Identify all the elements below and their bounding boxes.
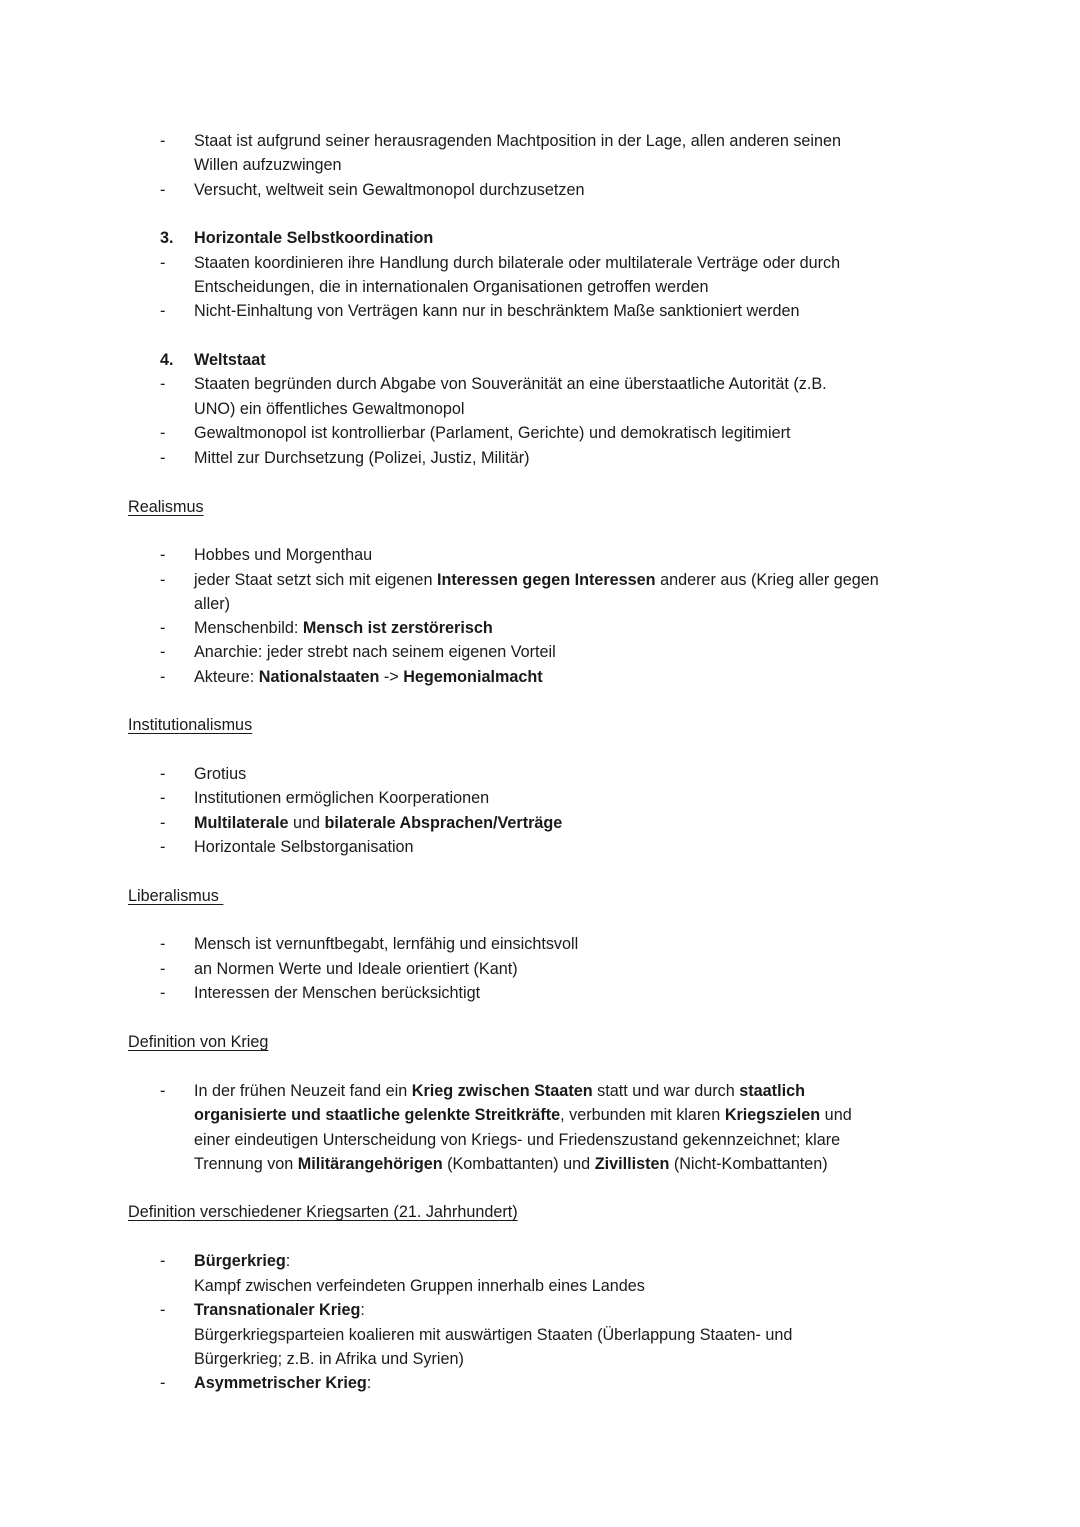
text: einer eindeutigen Unterscheidung von Kriegs- und Friedenszustand gekennzeichnet; klare xyxy=(194,1131,841,1149)
text: Institutionen ermöglichen Koorperationen xyxy=(194,789,490,807)
line-text xyxy=(194,1276,645,1296)
text: Grotius xyxy=(194,765,247,783)
bold-text: Nationalstaaten xyxy=(258,668,380,686)
line-text xyxy=(194,1373,371,1393)
line-text xyxy=(194,934,578,954)
text: Bürgerkriegsparteien koalieren mit auswärtigen Staaten (Überlappung Staaten- und xyxy=(194,1326,793,1344)
bold-text: Militärangehörigen xyxy=(297,1155,443,1173)
bold-text: organisierte und staatliche gelenkte Streitkräfte xyxy=(194,1106,561,1124)
line-text xyxy=(194,667,543,687)
text: Trennung von xyxy=(194,1155,298,1173)
line-text xyxy=(194,131,841,151)
text: UNO) ein öffentliches Gewaltmonopol xyxy=(194,400,465,418)
line-text xyxy=(194,813,562,833)
text: , verbunden mit klaren xyxy=(560,1106,725,1124)
text: Institutionalismus xyxy=(128,716,253,734)
bullet-dash: - xyxy=(160,1082,166,1100)
text: : xyxy=(285,1252,291,1270)
text: Versucht, weltweit sein Gewaltmonopol durchzusetzen xyxy=(194,181,585,199)
line-text xyxy=(194,374,827,394)
text: jeder Staat setzt sich mit eigenen xyxy=(194,571,437,589)
text: Staaten koordinieren ihre Handlung durch bilaterale oder multilaterale Verträge oder durch xyxy=(194,254,841,272)
text: (Nicht-Kombattanten) xyxy=(669,1155,828,1173)
bullet-dash: - xyxy=(160,619,166,637)
text: Menschenbild: xyxy=(194,619,303,637)
line-text xyxy=(194,618,493,638)
line-text xyxy=(194,448,530,468)
line-text xyxy=(194,788,489,808)
text: Horizontale Selbstorganisation xyxy=(194,838,414,856)
bullet-dash: - xyxy=(160,424,166,442)
line-text xyxy=(128,1202,518,1222)
bold-text: staatlich xyxy=(739,1082,805,1100)
text: Nicht-Einhaltung von Verträgen kann nur in beschränktem Maße sanktioniert werden xyxy=(194,302,800,320)
text: Mittel zur Durchsetzung (Polizei, Justiz, Militär) xyxy=(194,449,530,467)
bold-text: Mensch ist zerstörerisch xyxy=(302,619,493,637)
bullet-dash: - xyxy=(160,643,166,661)
bold-text: Multilaterale xyxy=(194,814,289,832)
bullet-dash: - xyxy=(160,814,166,832)
text: Staat ist aufgrund seiner herausragenden Machtposition in der Lage, allen anderen seinen xyxy=(194,132,842,150)
text: -> xyxy=(379,668,404,686)
bullet-dash: - xyxy=(160,789,166,807)
line-text xyxy=(194,1105,852,1125)
line-text xyxy=(194,1154,828,1174)
text: : xyxy=(360,1301,365,1319)
line-text xyxy=(194,423,790,443)
line-text xyxy=(128,715,252,735)
text: Liberalismus xyxy=(128,887,224,905)
line-text xyxy=(128,1032,268,1052)
bold-text: Weltstaat xyxy=(194,351,266,369)
line-text xyxy=(194,1349,464,1369)
text: Entscheidungen, die in internationalen Organisationen getroffen werden xyxy=(194,278,709,296)
line-text xyxy=(194,253,840,273)
line-text xyxy=(194,837,414,857)
text: Anarchie: jeder strebt nach seinem eigenen Vorteil xyxy=(194,643,556,661)
bold-text: Hegemonialmacht xyxy=(403,668,543,686)
line-text xyxy=(194,1130,840,1150)
bold-text: Transnationaler Krieg xyxy=(194,1301,361,1319)
bullet-dash: - xyxy=(160,838,166,856)
text: Akteure: xyxy=(194,668,259,686)
bold-text: Krieg zwischen Staaten xyxy=(411,1082,593,1100)
text: Gewaltmonopol ist kontrollierbar (Parlament, Gerichte) und demokratisch legitimiert xyxy=(194,424,791,442)
line-text xyxy=(194,594,230,614)
text: Kampf zwischen verfeindeten Gruppen innerhalb eines Landes xyxy=(194,1277,645,1295)
text: Realismus xyxy=(128,498,204,516)
text: (Kombattanten) und xyxy=(442,1155,595,1173)
line-text xyxy=(194,1081,805,1101)
bold-text: Asymmetrischer Krieg xyxy=(194,1374,367,1392)
line-text xyxy=(194,1300,365,1320)
line-text xyxy=(194,545,372,565)
line-text xyxy=(194,983,480,1003)
text: Definition von Krieg xyxy=(128,1033,269,1051)
list-number: 4. xyxy=(160,351,174,369)
line-text xyxy=(194,350,266,370)
bullet-dash: - xyxy=(160,1374,166,1392)
line-text xyxy=(194,399,465,419)
text: und xyxy=(288,814,325,832)
bullet-dash: - xyxy=(160,254,166,272)
line-text xyxy=(194,764,246,784)
text: aller) xyxy=(194,595,230,613)
text: Interessen der Menschen berücksichtigt xyxy=(194,984,481,1002)
bold-text: bilaterale Absprachen/Verträge xyxy=(324,814,563,832)
bullet-dash: - xyxy=(160,571,166,589)
bullet-dash: - xyxy=(160,668,166,686)
bullet-dash: - xyxy=(160,984,166,1002)
text: anderer aus (Krieg aller gegen xyxy=(655,571,879,589)
line-text xyxy=(194,155,342,175)
bullet-dash: - xyxy=(160,546,166,564)
line-text xyxy=(194,1251,290,1271)
line-text xyxy=(194,301,800,321)
line-text xyxy=(194,959,518,979)
text: Staaten begründen durch Abgabe von Souveränität an eine überstaatliche Autorität (z.B. xyxy=(194,375,827,393)
bullet-dash: - xyxy=(160,181,166,199)
text: Mensch ist vernunftbegabt, lernfähig und einsichtsvoll xyxy=(194,935,579,953)
text: und xyxy=(820,1106,852,1124)
text: Bürgerkrieg; z.B. in Afrika und Syrien) xyxy=(194,1350,464,1368)
bullet-dash: - xyxy=(160,375,166,393)
bullet-dash: - xyxy=(160,935,166,953)
text: : xyxy=(366,1374,372,1392)
line-text xyxy=(194,180,585,200)
bullet-dash: - xyxy=(160,765,166,783)
text: an Normen Werte und Ideale orientiert (Kant) xyxy=(194,960,518,978)
line-text xyxy=(128,497,204,517)
line-text xyxy=(194,228,433,248)
bullet-dash: - xyxy=(160,1252,166,1270)
bold-text: Zivillisten xyxy=(594,1155,670,1173)
bullet-dash: - xyxy=(160,302,166,320)
list-number: 3. xyxy=(160,229,174,247)
text: Willen aufzuzwingen xyxy=(194,156,342,174)
bullet-dash: - xyxy=(160,132,166,150)
bullet-dash: - xyxy=(160,449,166,467)
bold-text: Horizontale Selbstkoordination xyxy=(194,229,434,247)
line-text xyxy=(194,1325,792,1345)
line-text xyxy=(128,886,223,906)
text: statt und war durch xyxy=(592,1082,740,1100)
bold-text: Interessen gegen Interessen xyxy=(436,571,656,589)
text: In der frühen Neuzeit fand ein xyxy=(194,1082,412,1100)
bullet-dash: - xyxy=(160,960,166,978)
bold-text: Kriegszielen xyxy=(724,1106,821,1124)
bold-text: Bürgerkrieg xyxy=(194,1252,286,1270)
text: Definition verschiedener Kriegsarten (21. Jahrhundert) xyxy=(128,1203,518,1221)
line-text xyxy=(194,642,556,662)
line-text xyxy=(194,277,708,297)
bullet-dash: - xyxy=(160,1301,166,1319)
line-text xyxy=(194,570,879,590)
text: Hobbes und Morgenthau xyxy=(194,546,373,564)
